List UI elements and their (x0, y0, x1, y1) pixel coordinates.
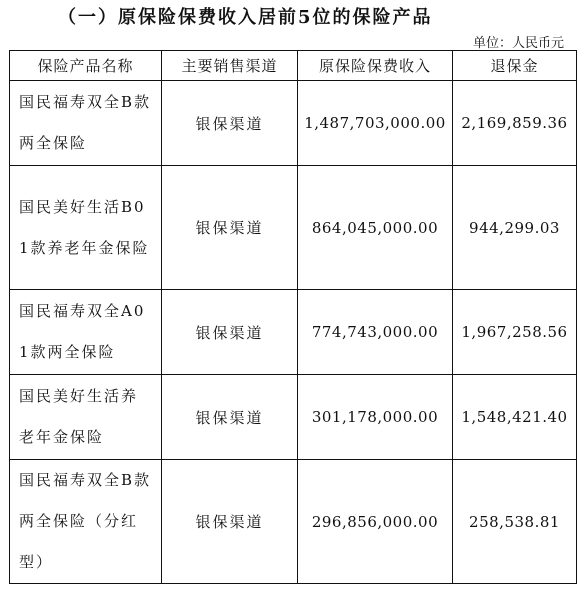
surrender-value-cell: 258,538.81 (453, 460, 577, 584)
table-row (10, 460, 577, 584)
premium-income-cell: 864,045,000.00 (298, 166, 453, 290)
header-premium-income: 原保险保费收入 (298, 51, 453, 81)
premium-income-cell: 774,743,000.00 (298, 290, 453, 375)
surrender-value-cell: 944,299.03 (453, 166, 577, 290)
table-row (10, 166, 577, 290)
header-surrender-value: 退保金 (453, 51, 577, 81)
premium-income-cell: 1,487,703,000.00 (298, 81, 453, 166)
surrender-value-cell: 1,548,421.40 (453, 375, 577, 460)
section-title: （一）原保险保费收入居前5位的保险产品 (58, 7, 433, 28)
table-row (10, 290, 577, 375)
sales-channel-cell: 银保渠道 (162, 166, 298, 290)
header-product-name: 保险产品名称 (10, 51, 162, 81)
header-sales-channel: 主要销售渠道 (162, 51, 298, 81)
table-row (10, 375, 577, 460)
product-name-cell: 国民福寿双全B款两全保险（分红型） (10, 460, 162, 584)
product-name-cell: 国民美好生活养老年金保险 (10, 375, 162, 460)
product-name-cell: 国民福寿双全A01款两全保险 (10, 290, 162, 375)
surrender-value-cell: 1,967,258.56 (453, 290, 577, 375)
sales-channel-cell: 银保渠道 (162, 290, 298, 375)
unit-note: 单位：人民币元 (472, 36, 564, 51)
surrender-value-cell: 2,169,859.36 (453, 81, 577, 166)
premium-income-cell: 301,178,000.00 (298, 375, 453, 460)
sales-channel-cell: 银保渠道 (162, 375, 298, 460)
product-name-cell: 国民福寿双全B款两全保险 (10, 81, 162, 166)
premium-income-cell: 296,856,000.00 (298, 460, 453, 584)
insurance-products-table (9, 50, 577, 584)
sales-channel-cell: 银保渠道 (162, 81, 298, 166)
product-name-cell: 国民美好生活B01款养老年金保险 (10, 166, 162, 290)
table-row (10, 81, 577, 166)
sales-channel-cell: 银保渠道 (162, 460, 298, 584)
table-header-row (10, 51, 577, 81)
